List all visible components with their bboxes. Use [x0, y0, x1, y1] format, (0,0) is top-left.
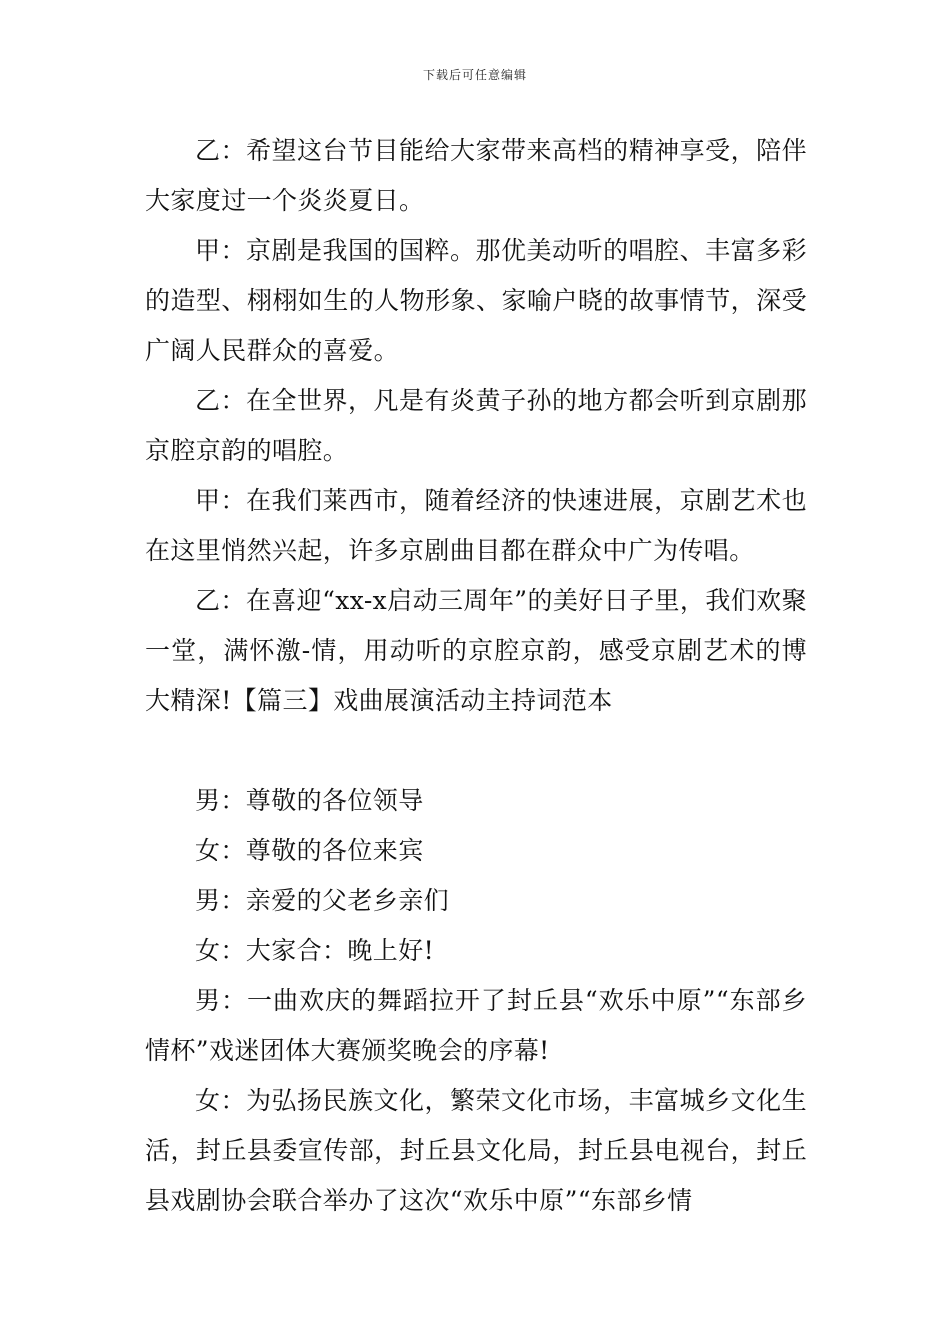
- paragraph: 男：一曲欢庆的舞蹈拉开了封丘县“欢乐中原”“东部乡情杯”戏迷团体大赛颁奖晚会的序幕!: [145, 986, 807, 1065]
- paragraph: 男：亲爱的父老乡亲们: [195, 886, 450, 915]
- paragraph: 男：尊敬的各位领导: [195, 786, 424, 815]
- document-body: [145, 126, 807, 1226]
- page-header: 下载后可任意编辑: [422, 68, 527, 82]
- paragraph: 女：尊敬的各位来宾: [195, 836, 424, 865]
- paragraph: 乙：在全世界，凡是有炎黄子孙的地方都会听到京剧那京腔京韵的唱腔。: [145, 386, 807, 465]
- paragraph: 乙：希望这台节目能给大家带来高档的精神享受，陪伴大家度过一个炎炎夏日。: [145, 136, 807, 215]
- blank-line: [145, 726, 807, 776]
- paragraph: 女：大家合：晚上好!: [195, 936, 435, 965]
- paragraph: 女：为弘扬民族文化，繁荣文化市场，丰富城乡文化生活，封丘县委宣传部，封丘县文化局，封丘县电视台，封丘县戏剧协会联合举办了这次“欢乐中原”“东部乡情: [145, 1086, 807, 1215]
- paragraph: 甲：在我们莱西市，随着经济的快速进展，京剧艺术也在这里悄然兴起，许多京剧曲目都在群众中广为传唱。: [145, 486, 807, 565]
- paragraph: 乙：在喜迎“xx-x启动三周年”的美好日子里，我们欢聚一堂，满怀激-情，用动听的京腔京韵，感受京剧艺术的博大精深!【篇三】戏曲展演活动主持词范本: [145, 586, 807, 715]
- paragraph: 甲：京剧是我国的国粹。那优美动听的唱腔、丰富多彩的造型、栩栩如生的人物形象、家喻户晓的故事情节，深受广阔人民群众的喜爱。: [145, 236, 807, 365]
